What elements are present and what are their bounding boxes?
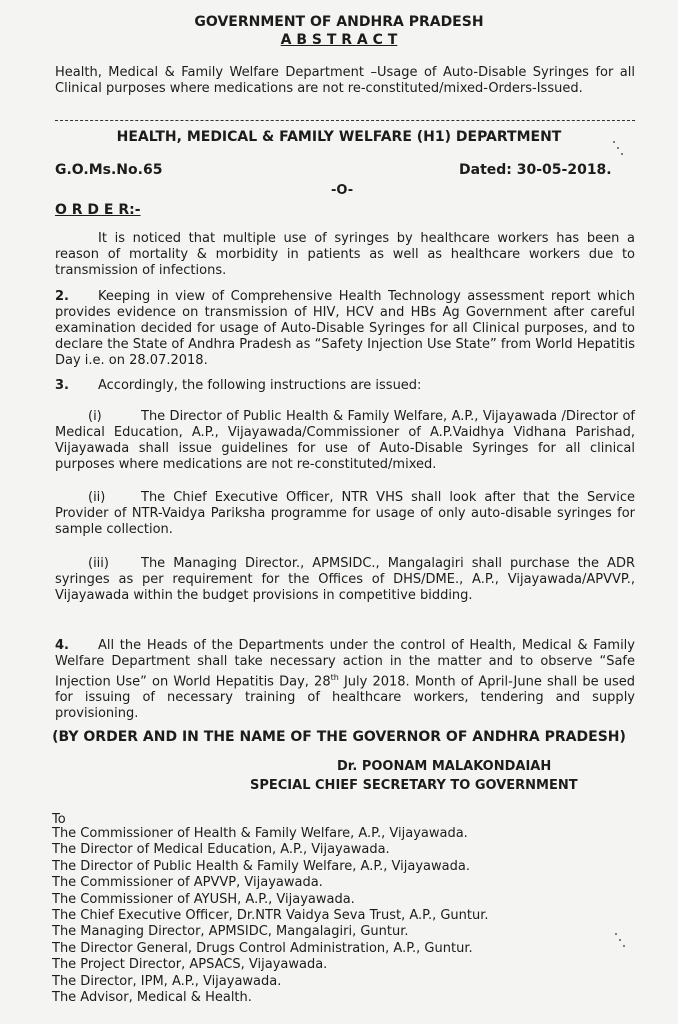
item-iii: The Managing Director., APMSIDC., Mangalagiri shall purchase the ADR syringes as per requirement for the Offices of DHS/DME., A.P., Vijayawada/APVVP., Vijayawada within the budget provisions in competitive bidding. — [55, 556, 635, 603]
paragraph-3: Accordingly, the following instructions are issued: — [98, 378, 422, 393]
item-i-number: (i) — [88, 409, 102, 424]
dated: Dated: 30-05-2018. — [459, 162, 612, 178]
superscript-th: th — [330, 673, 339, 682]
recipient-item: The Advisor, Medical & Health. — [52, 990, 252, 1006]
recipient-item: The Director of Medical Education, A.P., Vijayawada. — [52, 842, 390, 858]
dashed-divider — [55, 120, 635, 121]
paragraph-1: It is noticed that multiple use of syringes by healthcare workers has been a reason of mortality & morbidity in patients as well as healthcare workers due to transmission of infections. — [55, 231, 635, 278]
scan-speck-mark — [610, 138, 626, 158]
to-label: To — [52, 812, 66, 827]
department-heading: HEALTH, MEDICAL & FAMILY WELFARE (H1) DEPARTMENT — [116, 129, 562, 145]
go-number: G.O.Ms.No.65 — [55, 162, 163, 178]
paragraph-4: All the Heads of the Departments under the control of Health, Medical & Family Welfare Department shall take necessary action in the matter and to observe “Safe Injection Use” on World Hepatitis Day, 28th July 2018. Month of April-June shall be used for issuing of necessary training of healthcare workers, tendering and supply provisioning. — [55, 638, 635, 722]
recipient-item: The Commissioner of Health & Family Welfare, A.P., Vijayawada. — [52, 826, 468, 841]
item-i: The Director of Public Health & Family Welfare, A.P., Vijayawada /Director of Medical Education, A.P., Vijayawada/Commissioner of A.P.Vaidhya Vidhana Parishad, Vijayawada shall issue guidelines for use of Auto-Disable Syringes for all clinical purposes where medications are not re-constituted/mixed. — [55, 409, 635, 472]
signatory-designation: SPECIAL CHIEF SECRETARY TO GOVERNMENT — [250, 778, 578, 793]
recipient-item: The Chief Executive Officer, Dr.NTR Vaidya Seva Trust, A.P., Guntur. — [52, 908, 489, 924]
recipient-item: The Director of Public Health & Family Welfare, A.P., Vijayawada. — [52, 858, 470, 874]
subject-text: Health, Medical & Family Welfare Department –Usage of Auto-Disable Syringes for all Clinical purposes where medications are not re-constituted/mixed-Orders-Issued. — [55, 65, 635, 96]
separator: -O- — [331, 183, 354, 198]
abstract-label: A B S T R A C T — [280, 32, 398, 48]
paragraph-3-number: 3. — [55, 378, 69, 393]
recipient-item: The Project Director, APSACS, Vijayawada. — [52, 957, 328, 973]
item-ii-number: (ii) — [88, 490, 106, 505]
by-order-line: (BY ORDER AND IN THE NAME OF THE GOVERNOR OF ANDHRA PRADESH) — [52, 729, 626, 745]
paragraph-2-number: 2. — [55, 289, 69, 304]
government-title: GOVERNMENT OF ANDHRA PRADESH — [194, 14, 484, 30]
scan-speck-mark — [612, 930, 628, 950]
recipient-item: The Managing Director, APMSIDC, Mangalagiri, Guntur. — [52, 924, 409, 940]
paragraph-2: Keeping in view of Comprehensive Health Technology assessment report which provides evidence on transmission of HIV, HCV and HBs Ag Government after careful examination decided for usage of Auto-Disable Syringes for all Clinical purposes, and to declare the State of Andhra Pradesh as “Safety Injection Use State” from World Hepatitis Day i.e. on 28.07.2018. — [55, 289, 635, 368]
paragraph-4-number: 4. — [55, 638, 69, 653]
item-iii-number: (iii) — [88, 556, 109, 571]
signatory-name: Dr. POONAM MALAKONDAIAH — [337, 759, 552, 774]
order-heading: O R D E R:- — [55, 202, 141, 218]
recipient-item: The Director, IPM, A.P., Vijayawada. — [52, 973, 282, 989]
recipient-item: The Commissioner of APVVP, Vijayawada. — [52, 875, 323, 891]
item-ii: The Chief Executive Officer, NTR VHS shall look after that the Service Provider of NTR-Vaidya Pariksha programme for usage of only auto-disable syringes for sample collection. — [55, 490, 635, 537]
recipient-item: The Director General, Drugs Control Administration, A.P., Guntur. — [52, 940, 473, 956]
recipient-list — [52, 826, 489, 1006]
recipient-item: The Commissioner of AYUSH, A.P., Vijayawada. — [52, 891, 355, 907]
